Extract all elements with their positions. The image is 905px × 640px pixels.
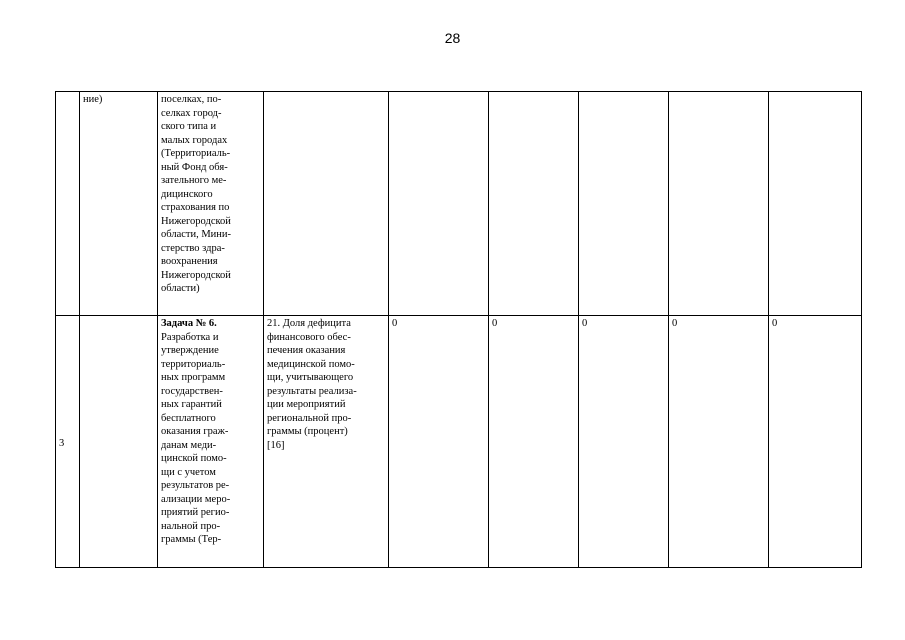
value-cell — [669, 92, 769, 316]
text-line: области, Мини- — [161, 229, 232, 240]
text-line: Разработка и — [161, 331, 219, 343]
value-cell — [579, 92, 669, 316]
text-line: региональной про- — [267, 412, 352, 424]
text-line: бесплатного — [161, 412, 216, 424]
text-line: медицинской помо- — [267, 358, 355, 370]
text-line: стерство здра- — [161, 242, 225, 254]
text-line: воохранения — [161, 256, 218, 267]
text-line: дицинского — [161, 188, 213, 200]
value-cell — [489, 92, 579, 316]
text-line: результаты реализа- — [267, 385, 357, 397]
value-cell — [769, 92, 862, 316]
text-line: Нижегородской — [161, 215, 231, 227]
project-name-cell: ние) — [80, 92, 158, 316]
text-line: ции мероприятий — [267, 399, 346, 410]
text-line: зательного ме- — [161, 175, 227, 186]
indicators-table — [55, 91, 862, 568]
value-cell: 0 — [489, 316, 579, 568]
text-line: цинской помо- — [161, 453, 227, 464]
text-line: селках город- — [161, 107, 222, 119]
text-line: [16] — [267, 439, 285, 451]
table-row — [56, 92, 862, 316]
text-line: граммы (процент) — [267, 426, 348, 437]
text-line: ных гарантий — [161, 399, 222, 410]
row-number-cell: 3 — [56, 316, 80, 568]
indicator-text — [267, 317, 386, 452]
text-line: щи с учетом — [161, 466, 216, 478]
text-line: финансового обес- — [267, 331, 351, 343]
project-name-cell — [80, 316, 158, 568]
text-line: оказания граж- — [161, 426, 229, 437]
text-line: ского типа и — [161, 121, 217, 132]
text-line: ный Фонд обя- — [161, 161, 228, 173]
text-line: утверждение — [161, 345, 219, 356]
task-cell — [158, 92, 264, 316]
text-line: поселках, по- — [161, 94, 222, 105]
value-cell: 0 — [669, 316, 769, 568]
text-line: страхования по — [161, 202, 230, 213]
table-row — [56, 316, 862, 568]
text-line: области) — [161, 283, 200, 294]
row-number-cell — [56, 92, 80, 316]
text-line: ализации меро- — [161, 493, 231, 505]
text-line: граммы (Тер- — [161, 534, 222, 545]
text-line: государствен- — [161, 385, 223, 397]
text-line: щи, учитывающего — [267, 372, 354, 383]
text-line: (Территориаль- — [161, 148, 231, 159]
value-cell: 0 — [389, 316, 489, 568]
task-text — [161, 331, 261, 547]
text-line: 21. Доля дефицита — [267, 318, 351, 329]
text-line: Нижегородской — [161, 269, 231, 281]
text-line: данам меди- — [161, 439, 217, 451]
text-line: территориаль- — [161, 358, 226, 370]
text-line: нальной про- — [161, 520, 221, 532]
text-line: печения оказания — [267, 345, 346, 356]
text-line: приятий регио- — [161, 507, 230, 518]
value-cell: 0 — [579, 316, 669, 568]
value-cell: 0 — [769, 316, 862, 568]
task-text — [161, 93, 261, 296]
indicator-cell — [264, 92, 389, 316]
task-cell — [158, 316, 264, 568]
indicator-cell — [264, 316, 389, 568]
value-cell — [389, 92, 489, 316]
text-line: результатов ре- — [161, 480, 230, 491]
text-line: малых городах — [161, 134, 228, 146]
task-title: Задача № 6. — [161, 318, 217, 329]
text-line: ных программ — [161, 372, 226, 383]
page-number: 28 — [444, 30, 461, 46]
